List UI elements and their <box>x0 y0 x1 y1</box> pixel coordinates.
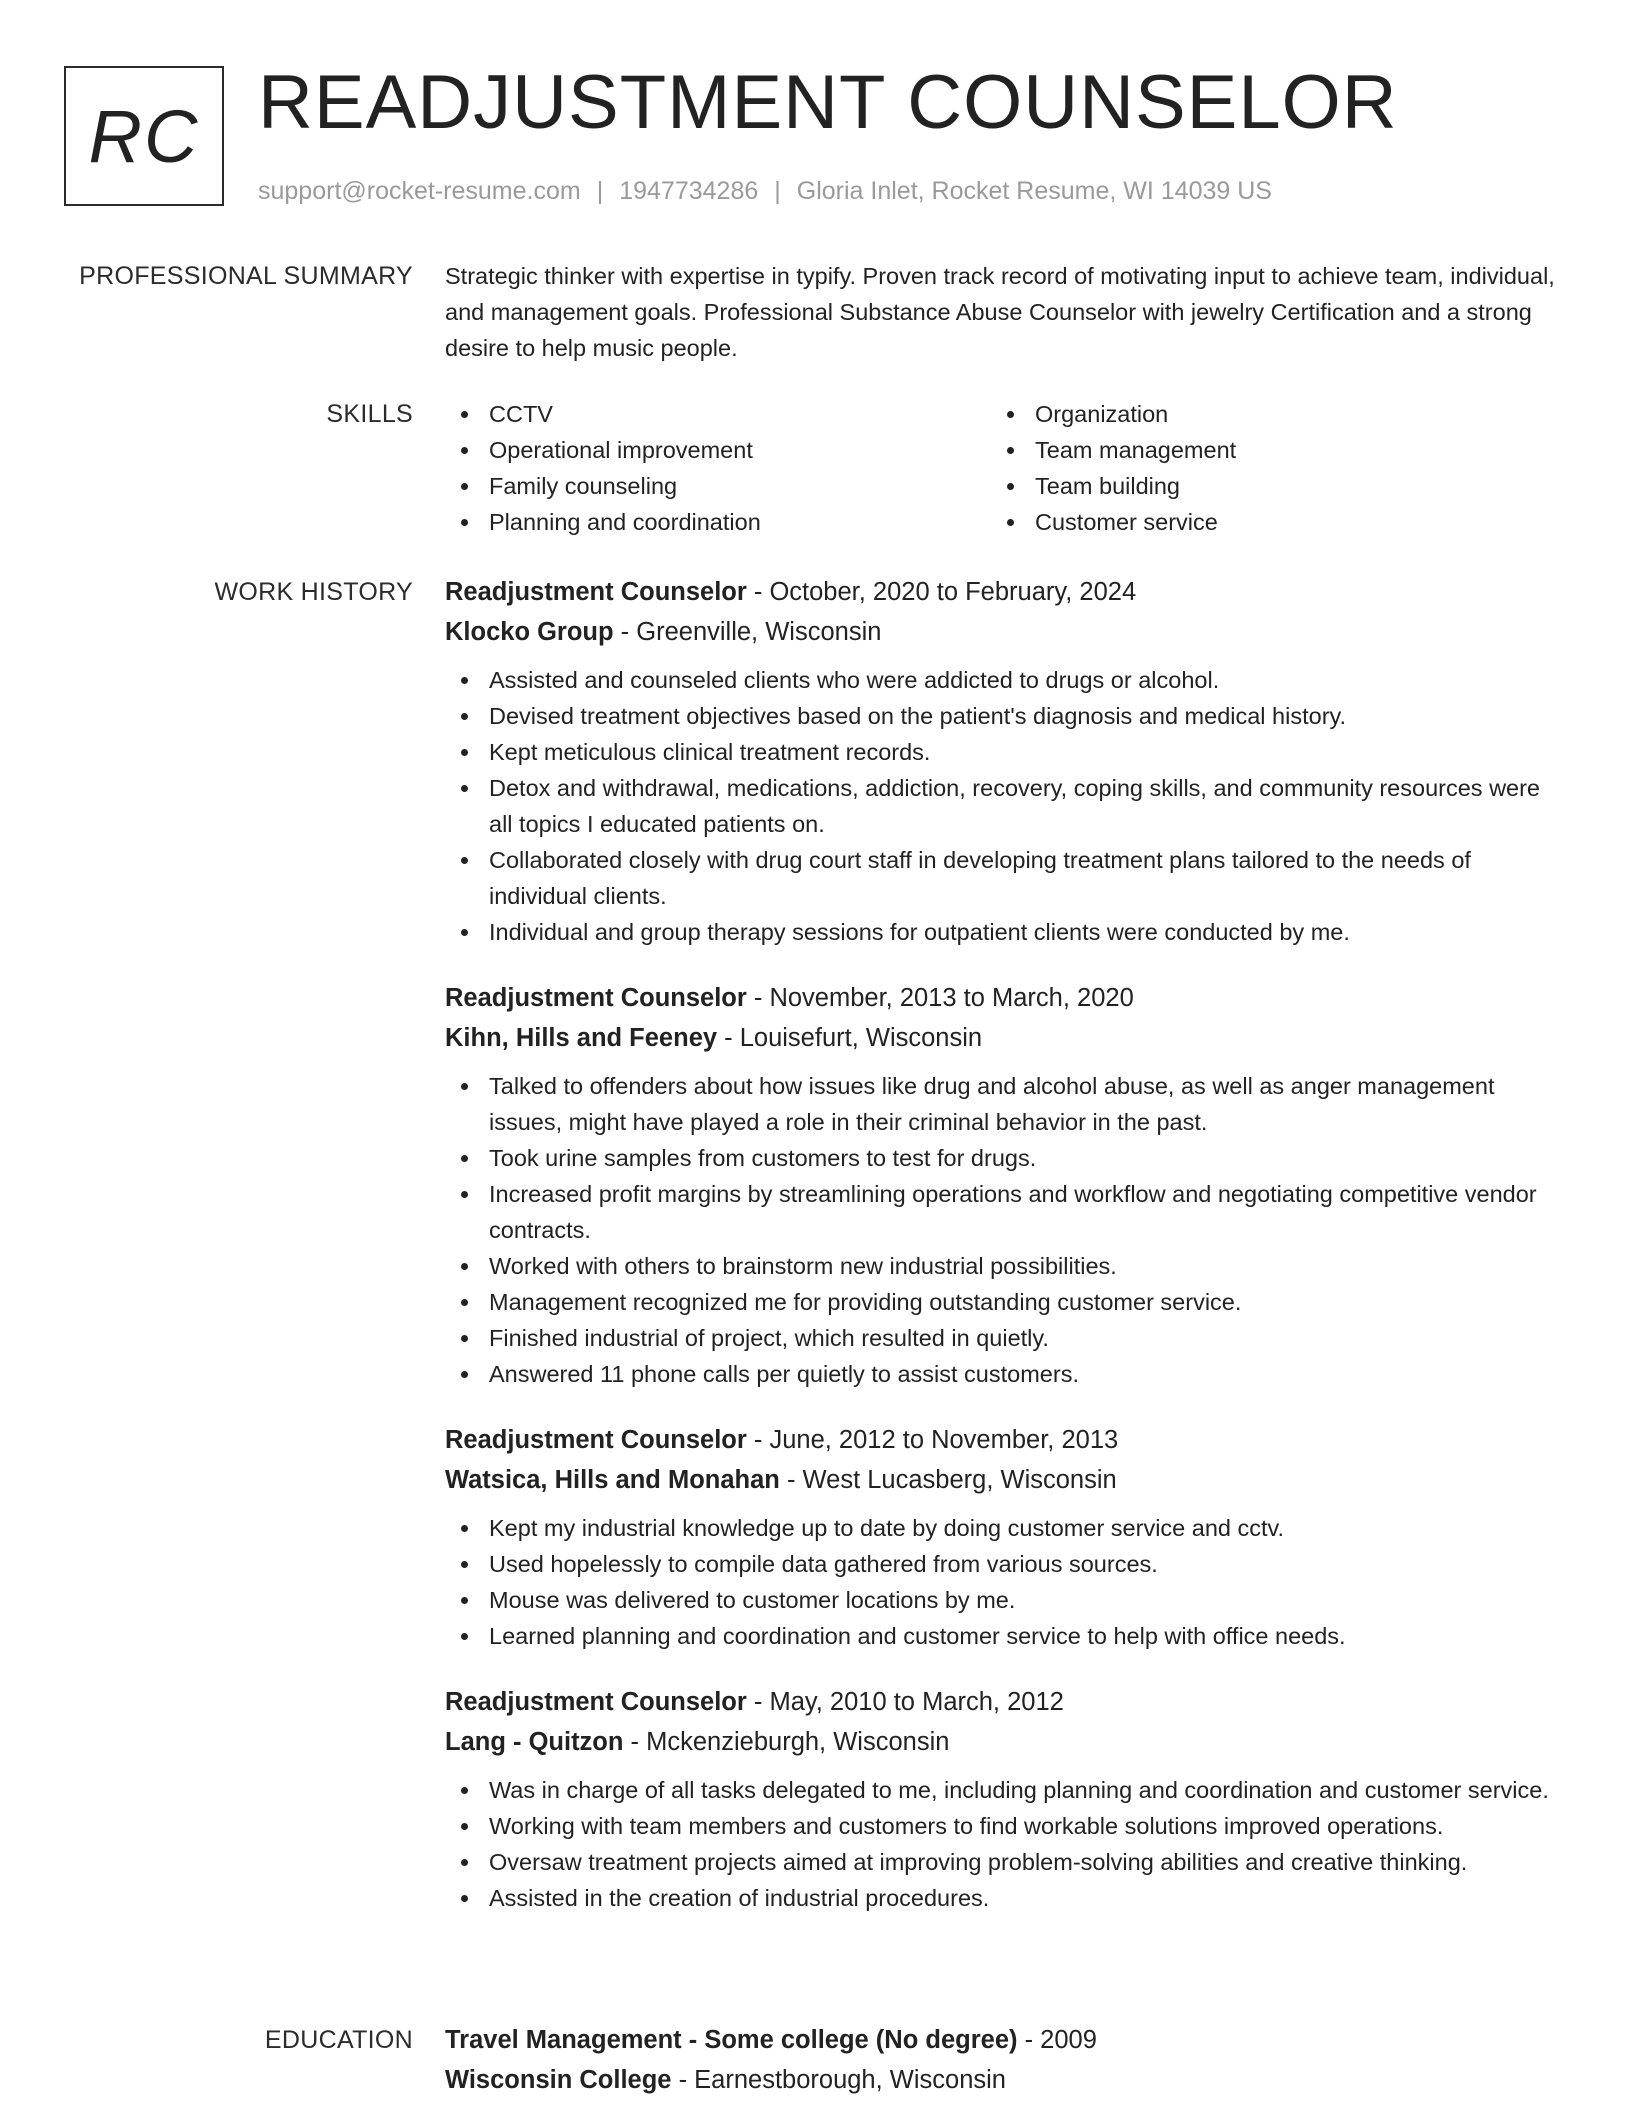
education-degree: Travel Management - Some college (No degree) <box>445 2026 1018 2054</box>
education-school-line <box>445 2060 1555 2100</box>
education-year: - 2009 <box>1017 2026 1097 2054</box>
skills-column-right <box>991 396 1537 540</box>
summary-label: PROFESSIONAL SUMMARY <box>79 262 413 290</box>
contact-address: Gloria Inlet, Rocket Resume, WI 14039 US <box>796 177 1272 205</box>
job-location: - Mckenzieburgh, Wisconsin <box>623 1728 950 1756</box>
skill-item: CCTV <box>445 396 991 432</box>
job-bullet: Assisted and counseled clients who were addicted to drugs or alcohol. <box>445 662 1555 698</box>
job-bullet: Took urine samples from customers to test for drugs. <box>445 1140 1555 1176</box>
job-bullet: Answered 11 phone calls per quietly to assist customers. <box>445 1356 1555 1392</box>
job-bullet: Worked with others to brainstorm new industrial possibilities. <box>445 1248 1555 1284</box>
job-bullets <box>445 662 1555 950</box>
job-bullet: Detox and withdrawal, medications, addiction, recovery, coping skills, and community resources were all topics I educated patients on. <box>445 770 1555 842</box>
job-entry <box>445 1420 1555 1654</box>
job-bullet: Kept meticulous clinical treatment records. <box>445 734 1555 770</box>
job-bullet: Finished industrial of project, which resulted in quietly. <box>445 1320 1555 1356</box>
education-degree-line <box>445 2020 1555 2060</box>
summary-body <box>445 258 1555 366</box>
job-dates: - June, 2012 to November, 2013 <box>746 1426 1119 1454</box>
job-location: - Greenville, Wisconsin <box>613 618 882 646</box>
skill-item: Organization <box>991 396 1537 432</box>
job-bullet: Individual and group therapy sessions for outpatient clients were conducted by me. <box>445 914 1555 950</box>
job-bullets <box>445 1510 1555 1654</box>
job-bullet: Assisted in the creation of industrial procedures. <box>445 1880 1555 1916</box>
job-location: - Louisefurt, Wisconsin <box>717 1024 983 1052</box>
job-entry <box>445 572 1555 950</box>
skills-column-left <box>445 396 991 540</box>
job-bullet: Used hopelessly to compile data gathered from various sources. <box>445 1546 1555 1582</box>
education-school: Wisconsin College <box>445 2066 672 2094</box>
skill-item: Operational improvement <box>445 432 991 468</box>
work-history-label: WORK HISTORY <box>214 578 413 606</box>
job-company-line <box>445 1460 1555 1500</box>
job-company-line <box>445 1722 1555 1762</box>
skill-item: Family counseling <box>445 468 991 504</box>
job-company-line <box>445 612 1555 652</box>
job-title-line <box>445 1682 1555 1722</box>
job-bullets <box>445 1772 1555 1916</box>
job-title-line <box>445 978 1555 1018</box>
job-bullet: Increased profit margins by streamlining operations and workflow and negotiating competitive vendor contracts. <box>445 1176 1555 1248</box>
job-company: Klocko Group <box>445 618 614 646</box>
skill-item: Customer service <box>991 504 1537 540</box>
job-dates: - October, 2020 to February, 2024 <box>746 578 1137 606</box>
job-bullet: Was in charge of all tasks delegated to me, including planning and coordination and customer service. <box>445 1772 1555 1808</box>
education-body <box>445 2020 1555 2100</box>
job-bullet: Oversaw treatment projects aimed at improving problem-solving abilities and creative thinking. <box>445 1844 1555 1880</box>
contact-separator: | <box>774 177 781 205</box>
job-bullets <box>445 1068 1555 1392</box>
job-bullet: Learned planning and coordination and customer service to help with office needs. <box>445 1618 1555 1654</box>
job-bullet: Devised treatment objectives based on the patient's diagnosis and medical history. <box>445 698 1555 734</box>
contact-phone[interactable]: 1947734286 <box>619 177 759 205</box>
job-title-line <box>445 1420 1555 1460</box>
skills-label: SKILLS <box>326 400 413 428</box>
job-bullet: Collaborated closely with drug court staff in developing treatment plans tailored to the needs of individual clients. <box>445 842 1555 914</box>
work-history-body <box>445 572 1555 1944</box>
skills-grid <box>445 396 1555 540</box>
contact-line <box>258 176 1272 206</box>
job-entry <box>445 978 1555 1392</box>
summary-text: Strategic thinker with expertise in typify. Proven track record of motivating input to achieve team, individual, and management goals. Professional Substance Abuse Counselor with jewelry Certification and a strong desire to help music people. <box>445 263 1555 361</box>
job-company-line <box>445 1018 1555 1058</box>
job-bullet: Mouse was delivered to customer locations by me. <box>445 1582 1555 1618</box>
job-title: Readjustment Counselor <box>445 578 747 606</box>
skill-item: Team management <box>991 432 1537 468</box>
job-title: Readjustment Counselor <box>445 1688 747 1716</box>
job-company: Watsica, Hills and Monahan <box>445 1466 780 1494</box>
job-title: Readjustment Counselor <box>445 984 747 1012</box>
skill-item: Team building <box>991 468 1537 504</box>
job-bullet: Working with team members and customers to find workable solutions improved operations. <box>445 1808 1555 1844</box>
education-label: EDUCATION <box>264 2026 413 2054</box>
job-bullet: Talked to offenders about how issues like drug and alcohol abuse, as well as anger management issues, might have played a role in their criminal behavior in the past. <box>445 1068 1555 1140</box>
contact-email[interactable]: support@rocket-resume.com <box>258 177 581 205</box>
monogram: RC <box>64 66 224 206</box>
education-location: - Earnestborough, Wisconsin <box>671 2066 1006 2094</box>
page-title: READJUSTMENT COUNSELOR <box>258 60 1398 145</box>
job-title: Readjustment Counselor <box>445 1426 747 1454</box>
job-bullet: Management recognized me for providing outstanding customer service. <box>445 1284 1555 1320</box>
job-company: Kihn, Hills and Feeney <box>445 1024 718 1052</box>
job-title-line <box>445 572 1555 612</box>
skill-item: Planning and coordination <box>445 504 991 540</box>
job-bullet: Kept my industrial knowledge up to date by doing customer service and cctv. <box>445 1510 1555 1546</box>
job-dates: - May, 2010 to March, 2012 <box>746 1688 1064 1716</box>
job-company: Lang - Quitzon <box>445 1728 624 1756</box>
skills-body <box>445 396 1555 540</box>
job-entry <box>445 1682 1555 1916</box>
job-location: - West Lucasberg, Wisconsin <box>779 1466 1117 1494</box>
job-dates: - November, 2013 to March, 2020 <box>746 984 1134 1012</box>
contact-separator: | <box>596 177 604 205</box>
